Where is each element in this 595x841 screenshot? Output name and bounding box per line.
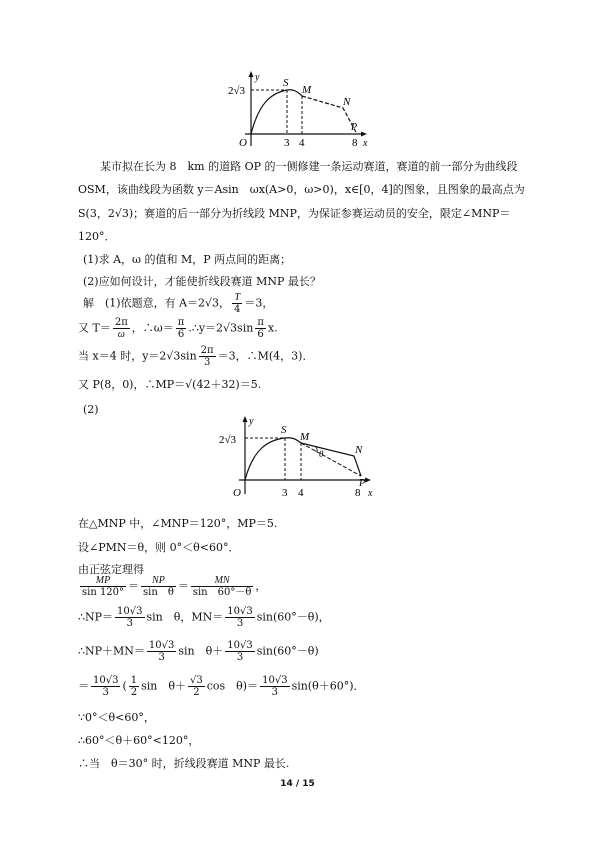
- fig2-origin: O: [233, 487, 241, 499]
- sol1-text-a: 解 (1)依题意，有 A＝2√3，: [83, 296, 231, 310]
- np-mn-equation: ∴NP＝ $\frac{10√3}{3}$ sin θ，MN＝ $\frac{10√3}{3}$ sin(60°－θ)，: [78, 606, 330, 629]
- fig2-label-P: P: [359, 478, 366, 489]
- fig2-y-arrow: [243, 416, 248, 422]
- fig1-x-arrow: [361, 132, 367, 137]
- fig1-tick-8: 8: [352, 137, 358, 149]
- fig1-label-P: P: [351, 122, 358, 133]
- fig2-polyline-MNP: [301, 443, 361, 476]
- fig2-curve-OSM: [245, 438, 301, 480]
- page-number: 14 / 15: [280, 779, 315, 789]
- solution-line-2: 又 T＝ $\frac{2\pi}{\omega}$ ，∴ω＝ $\frac{\pi}{6}$ .∴y＝2√3sin $\frac{\pi}{6}$ x.: [78, 317, 278, 340]
- simplified-equation: ＝ $\frac{10√3}{3}$ ( $\frac{1}{2}$ sin θ＋ $\frac{√3}{2}$ cos θ)＝ $\frac{10√3}{3}$ sin(θ＋60°)．: [78, 675, 365, 698]
- fig2-x-label: x: [368, 488, 373, 499]
- fig1-origin: O: [239, 137, 247, 149]
- fig2-label-S: S: [281, 424, 287, 436]
- sol1-text-b: ＝3，: [244, 296, 274, 310]
- fig2-x-arrow: [365, 478, 371, 483]
- fig2-y-label: y: [249, 416, 254, 427]
- fig1-tick-3: 3: [284, 137, 290, 149]
- solution2-line-6: ∴当 θ＝30° 时，折线段赛道 MNP 最长.: [78, 757, 290, 770]
- fig2-tick-8: 8: [355, 487, 361, 499]
- fig2-angle-arc: [315, 447, 317, 451]
- problem-line-4: 120°．: [78, 230, 116, 243]
- problem-line-2: OSM，该曲线段为函数 y＝Asin ωx(A>0，ω>0)，x∈[0，4]的图象，且图象的最高点为: [78, 183, 525, 196]
- fig2-label-N: N: [355, 444, 363, 456]
- fig1-y-arrow: [249, 71, 254, 77]
- fig1-label-N: N: [343, 96, 351, 108]
- fig1-x-label: x: [363, 138, 368, 149]
- fig1-y-tick: 2√3: [228, 85, 246, 97]
- sine-rule-equation: $\frac{MP}{\sin 120^\circ}$ ＝ $\frac{NP}{\text{sin θ}}$ ＝ $\frac{MN}{\sin 60^\circ-\theta}$ ，: [82, 575, 267, 598]
- sol1-frac: $\frac{T}{4}$: [234, 292, 241, 315]
- question-1: (1)求 A，ω 的值和 M，P 两点间的距离；: [83, 253, 292, 266]
- problem-line-1: 某市拟在长为 8 km 的道路 OP 的一侧修建一条运动赛道，赛道的前一部分为曲线段: [100, 160, 518, 173]
- fig2-tick-4: 4: [298, 487, 304, 499]
- solution-line-4: 又 P(8，0)，∴MP＝√(42＋32)＝5.: [78, 378, 262, 391]
- figure-2: [215, 410, 385, 500]
- solution2-line-2: 设∠PMN＝θ，则 0°＜θ<60°．: [78, 541, 240, 554]
- fig2-tick-3: 3: [282, 487, 288, 499]
- problem-line-3: S(3，2√3)；赛道的后一部分为折线段 MNP，为保证参赛运动员的安全，限定∠MNP＝: [78, 207, 511, 220]
- fig1-tick-4: 4: [299, 137, 305, 149]
- fig2-label-M: M: [300, 431, 310, 443]
- fig2-theta: θ: [319, 449, 324, 459]
- fig1-label-M: M: [302, 84, 312, 96]
- figure-1: [225, 68, 375, 150]
- fig1-label-S: S: [283, 77, 289, 89]
- solution-line-3: 当 x＝4 时，y＝2√3sin $\frac{2\pi}{3}$ ＝3，∴M(4，3)．: [78, 345, 314, 368]
- fig2-segment-MP: [301, 443, 361, 476]
- question-2: (2)应如何设计，才能使折线段赛道 MNP 最长？: [83, 275, 321, 288]
- fig1-curve-OSM: [251, 90, 302, 134]
- fig2-y-tick: 2√3: [219, 434, 237, 446]
- sum-equation: ∴NP＋MN＝ $\frac{10√3}{3}$ sin θ＋ $\frac{10√3}{3}$ sin(60°－θ): [78, 640, 319, 663]
- fig1-y-label: y: [255, 72, 260, 83]
- solution2-line-1: 在△MNP 中，∠MNP＝120°，MP＝5.: [78, 517, 278, 530]
- solution2-line-3: 由正弦定理得: [78, 563, 144, 576]
- solution2-line-4: ∵0°＜θ<60°，: [78, 711, 155, 724]
- solution2-line-5: ∴60°＜θ＋60°<120°，: [78, 734, 200, 747]
- solution-line-1: [83, 292, 273, 315]
- solution-line-5: (2): [83, 403, 99, 416]
